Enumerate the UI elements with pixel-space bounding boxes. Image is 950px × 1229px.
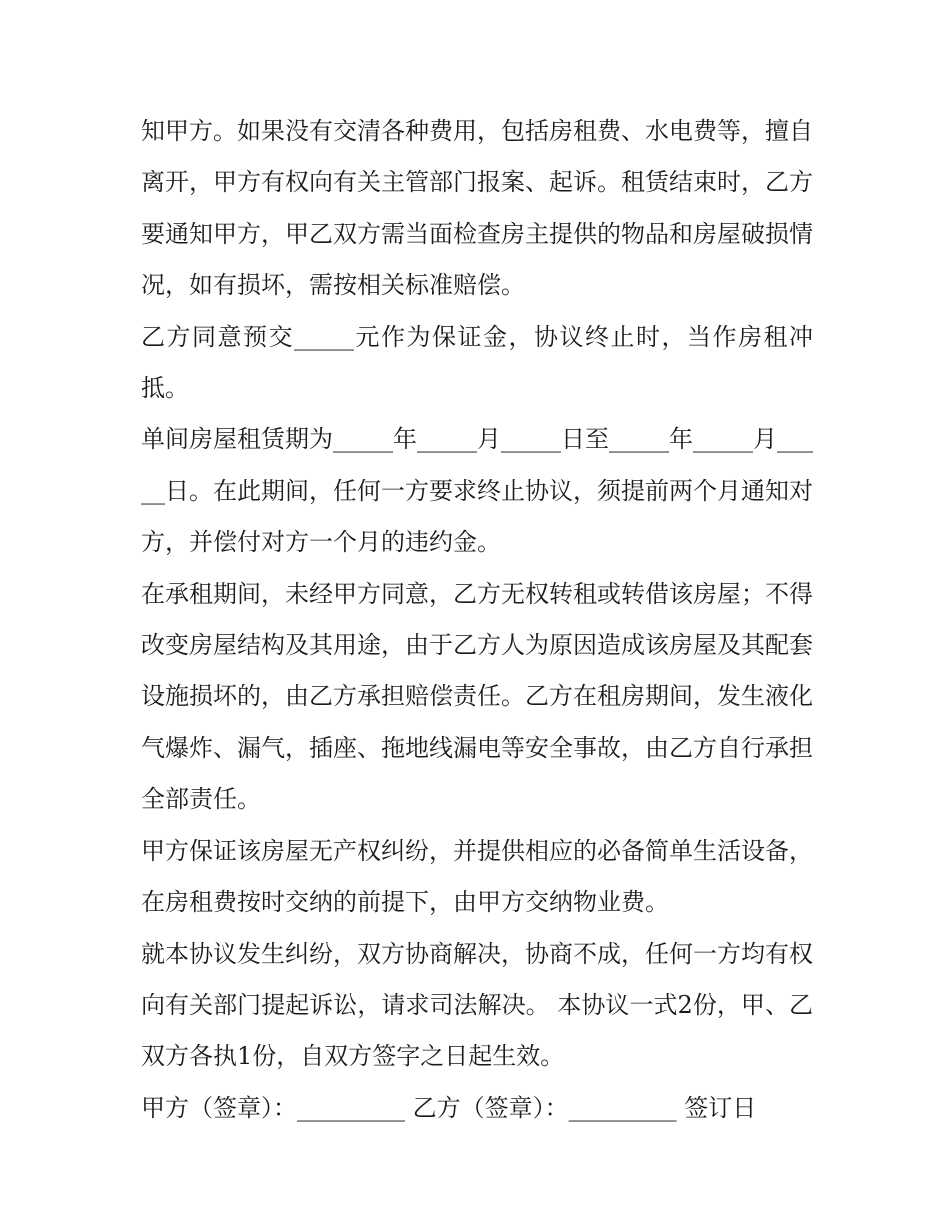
paragraph-dispute-resolution: 就本协议发生纠纷，双方协商解决，协商不成，任何一方均有权向有关部门提起诉讼，请求司法解决。 本协议一式2份，甲、乙双方各执1份，自双方签字之日起生效。 (141, 939, 813, 1071)
paragraph-deposit: 乙方同意预交_____元作为保证金，协议终止时，当作房租冲抵。 (141, 322, 813, 403)
paragraph-payment-departure: 知甲方。如果没有交清各种费用，包括房租费、水电费等，擅自离开，甲方有权向有关主管部门报案、起诉。租赁结束时，乙方要通知甲方，甲乙双方需当面检查房主提供的物品和房屋破损情况，如有损坏，需按相关标准赔偿。 (141, 117, 813, 300)
signature-line: 甲方（签章）：_________ 乙方（签章）：_________ 签订日 (141, 1093, 757, 1122)
paragraph-lease-term: 单间房屋租赁期为_____年_____月_____日至_____年_____月_____日。在此期间，任何一方要求终止协议，须提前两个月通知对方，并偿付对方一个月的违约金。 (141, 425, 813, 557)
paragraph-landlord-guarantee: 甲方保证该房屋无产权纠纷，并提供相应的必备简单生活设备，在房租费按时交纳的前提下，由甲方交纳物业费。 (141, 836, 813, 917)
paragraph-subletting: 在承租期间，未经甲方同意，乙方无权转租或转借该房屋；不得改变房屋结构及其用途，由于乙方人为原因造成该房屋及其配套设施损坏的，由乙方承担赔偿责任。乙方在租房期间，发生液化气爆炸、漏气，插座、拖地线漏电等安全事故，由乙方自行承担全部责任。 (141, 579, 813, 814)
document-body (141, 106, 813, 1134)
